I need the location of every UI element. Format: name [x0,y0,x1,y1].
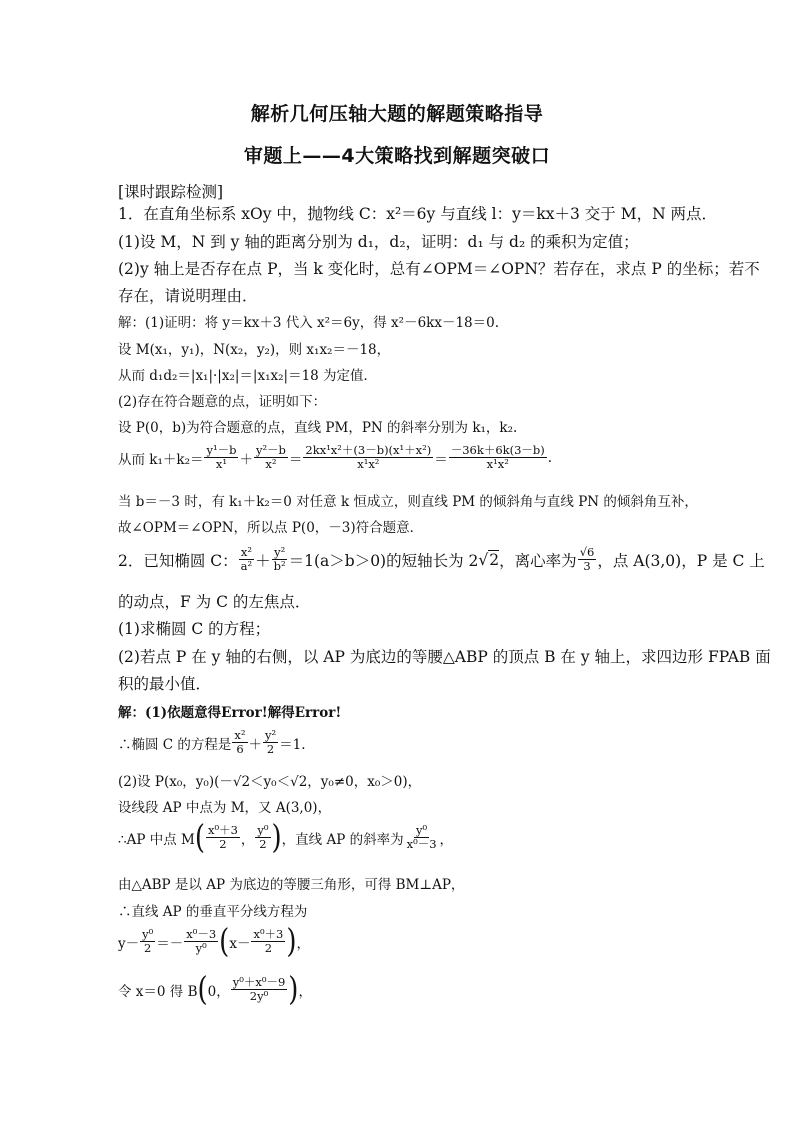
fraction [231,976,288,1003]
formula-text: 从而 k₁＋k₂＝ [118,451,204,468]
solution-2-step-3: 设线段 AP 中点为 M，又 A(3,0)， [118,800,332,816]
numerator: √6 [579,545,595,559]
denominator: x⁰－3 [406,837,437,852]
numerator: x⁰＋3 [253,927,284,941]
formula-text: 令 x＝0 得 B [118,983,198,1000]
fraction [449,444,547,471]
right-paren: ) [288,970,299,1009]
document-subtitle: 审题上——4大策略找到解题突破口 [243,145,551,167]
formula-point-b [118,970,312,1009]
numerator: y⁰ [257,823,269,837]
document-title: 解析几何压轴大题的解题策略指导 [250,103,544,125]
problem-2-part-1: (1)求椭圆 C 的方程； [118,620,271,638]
solution-1-step-4: (2)存在符合题意的点，证明如下： [118,394,327,410]
formula-slope-sum [118,444,552,471]
problem-1-part-2-cont: 存在，请说明理由． [118,287,258,305]
formula-text: ， [298,983,312,1000]
right-paren: ) [271,818,282,857]
fraction [140,928,155,955]
statement-text: ＝1(a＞b＞0)的短轴长为 2 [288,551,479,570]
radicand: 2 [489,550,500,569]
denominator: 2 [266,742,275,757]
numerator: y⁰ [416,823,428,837]
denominator: x¹ [215,457,228,472]
denominator: 2 [259,837,267,852]
fraction [239,546,254,573]
fraction [263,729,278,756]
fraction [204,444,238,471]
solution-1-step-3: 从而 d₁d₂＝|x₁|·|x₂|＝|x₁x₂|＝18 为定值． [118,368,378,384]
solution-2-step-5: ∴直线 AP 的垂直平分线方程为 [118,904,308,920]
numerator: y¹－b [206,443,237,457]
numerator: x² [234,728,246,742]
denominator: 6 [236,742,244,757]
fraction [254,444,288,471]
fraction [303,444,433,471]
left-paren: ( [197,970,208,1009]
solution-1-step-6: 当 b＝－3 时，有 k₁＋k₂＝0 对任意 k 恒成立，则直线 PM 的倾斜角与直线 PN 的倾斜角互补， [118,494,698,510]
denominator: 2y⁰ [249,989,269,1004]
operator: ＋ [239,451,253,468]
operator: ＋ [248,736,263,753]
left-paren: ( [219,922,230,961]
fraction [272,546,288,573]
right-paren: ) [286,922,297,961]
formula-text: 0， [207,983,230,1000]
denominator: a² [240,559,253,574]
numerator: y⁰ [142,927,154,941]
fraction [578,546,597,573]
numerator: x⁰＋3 [207,823,238,837]
denominator: b² [273,559,286,574]
solution-1-step-1: 解：(1)证明：将 y＝kx＋3 代入 x²＝6y，得 x²－6kx－18＝0. [118,315,500,331]
numerator: y²－b [255,443,286,457]
denominator: 3 [583,559,591,574]
problem-2-statement [118,546,765,573]
denominator: x² [265,457,277,472]
operator: ＋ [255,551,271,570]
formula-text: ， [439,831,454,848]
problem-2-part-2: (2)若点 P 在 y 轴的右侧，以 AP 为底边的等腰△ABP 的顶点 B 在 y 轴上，求四边形 FPAB 面 [118,648,771,666]
statement-text: ，离心率为 [499,551,577,570]
formula-ellipse-equation [118,729,306,756]
numerator: y² [274,545,286,559]
formula-text: ∴椭圆 C 的方程是 [118,736,232,753]
formula-midpoint [118,818,454,857]
operator: ＝ [288,451,303,468]
formula-perpendicular-bisector [118,922,311,961]
section-tag: [课时跟踪检测] [118,183,224,201]
formula-text: ∴AP 中点 M [118,831,195,848]
formula-text: x－ [229,935,251,952]
radical: √2 [478,550,500,569]
separator: ， [240,831,255,848]
denominator: x¹x² [486,457,509,472]
numerator: y⁰＋x⁰－9 [232,975,286,989]
numerator: x⁰－3 [186,927,217,941]
statement-text: ，点 A(3,0)，P 是 C 上 [597,551,765,570]
solution-1-step-5: 设 P(0，b)为符合题意的点，直线 PM，PN 的斜率分别为 k₁，k₂. [118,420,518,436]
operator: ＝－ [156,935,184,952]
fraction [206,824,240,851]
denominator: 2 [144,941,152,956]
fraction [232,729,247,756]
left-paren: ( [194,818,205,857]
problem-2-part-2-cont: 积的最小值． [118,675,212,693]
statement-text: 2．已知椭圆 C： [118,551,238,570]
formula-text: ， [296,935,311,952]
denominator: 2 [264,941,273,956]
fraction [405,824,439,851]
fraction [184,928,218,955]
problem-1-statement: 1．在直角坐标系 xOy 中，抛物线 C：x²＝6y 与直线 l：y＝kx＋3 交于 M，N 两点． [118,205,718,223]
fraction [255,824,270,851]
denominator: x¹x² [357,457,380,472]
numerator: 2kx¹x²＋(3－b)(x¹＋x²) [305,443,432,457]
solution-2-step-1: 解：(1)依题意得Error!解得Error! [118,705,342,721]
problem-2-statement-cont: 的动点，F 为 C 的左焦点． [118,593,311,611]
solution-2-step-4: 由△ABP 是以 AP 为底边的等腰三角形，可得 BM⊥AP， [118,877,465,893]
numerator: y² [265,728,277,742]
solution-1-step-2: 设 M(x₁，y₁)，N(x₂，y₂)，则 x₁x₂＝－18， [118,342,391,358]
numerator: x² [240,545,252,559]
solution-2-step-2: (2)设 P(x₀，y₀)(－√2＜y₀＜√2，y₀≠0，x₀＞0)， [118,774,422,790]
formula-text: ，直线 AP 的斜率为 [281,831,404,848]
formula-text: . [547,449,553,466]
formula-text: ＝1. [279,736,306,753]
operator: ＝ [434,451,448,468]
problem-1-part-1: (1)设 M，N 到 y 轴的距离分别为 d₁，d₂，证明：d₁ 与 d₂ 的乘积为定值； [118,233,639,251]
denominator: 2 [219,837,227,852]
denominator: y⁰ [195,941,207,956]
formula-text: y－ [118,935,140,952]
solution-1-conclusion: 故∠OPM＝∠OPN，所以点 P(0，－3)符合题意． [118,520,424,536]
fraction [251,928,285,955]
problem-1-part-2: (2)y 轴上是否存在点 P，当 k 变化时，总有∠OPM＝∠OPN？若存在，求点 P 的坐标；若不 [118,260,760,278]
numerator: －36k＋6k(3－b) [450,443,545,457]
